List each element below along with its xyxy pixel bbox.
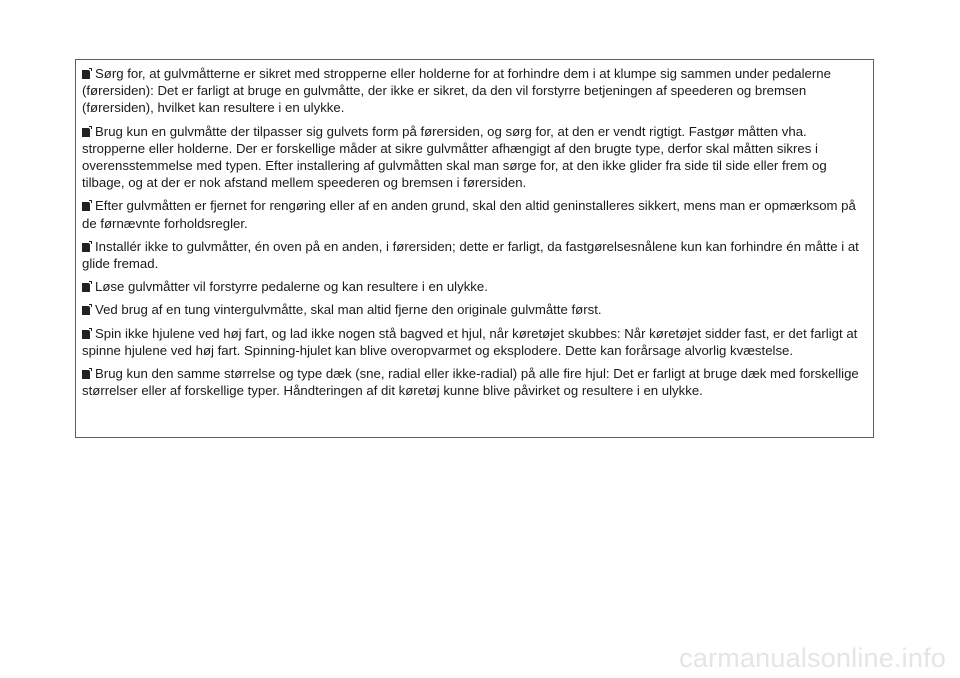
warning-text: Brug kun en gulvmåtte der tilpasser sig gulvets form på førersiden, og sørg for, at den er vendt rigtigt. Fastgør måtten vha. stropperne eller holderne. Der er forskellige måder at sikre gulvmåtter afhængigt af den brugte type, derfor skal måtten sikres i overensstemmelse med typen. Efter installering af gulvmåtten skal man sørge for, at den ikke glider fra side til side eller frem og tilbage, og at der er nok afstand mellem speederen og bremsen i førersiden.: [82, 123, 827, 191]
warning-item: [82, 325, 867, 359]
warning-item: [82, 197, 867, 231]
warning-item: [82, 278, 867, 295]
warning-text: Efter gulvmåtten er fjernet for rengøring eller af en anden grund, skal den altid geninstalleres sikkert, mens man er opmærksom på de førnævnte forholdsregler.: [82, 198, 856, 231]
square-bullet-icon: [82, 306, 90, 315]
warning-text: Sørg for, at gulvmåtterne er sikret med stropperne eller holderne for at forhindre dem i at klumpe sig sammen under pedalerne (førersiden): Det er farligt at bruge en gulvmåtte, der ikke er sikret, da den vil forstyrre betjeningen af speederen og bremsen (førersiden), hvilket kan resultere i en ulykke.: [82, 66, 831, 116]
warning-item: [82, 123, 867, 192]
square-bullet-icon: [82, 243, 90, 252]
square-bullet-icon: [82, 370, 90, 379]
watermark: carmanualsonline.info: [679, 643, 946, 673]
warning-text: Løse gulvmåtter vil forstyrre pedalerne og kan resultere i en ulykke.: [95, 279, 488, 295]
warning-item: [82, 301, 867, 318]
warning-text: Brug kun den samme størrelse og type dæk (sne, radial eller ikke-radial) på alle fire hjul: Det er farligt at bruge dæk med forskellige størrelser eller af forskellige typer. Håndteringen af dit køretøj kunne blive påvirket og resultere i en ulykke.: [82, 366, 859, 399]
square-bullet-icon: [82, 128, 90, 137]
warning-text: Ved brug af en tung vintergulvmåtte, skal man altid fjerne den originale gulvmåtte først.: [95, 302, 602, 318]
warning-text: Spin ikke hjulene ved høj fart, og lad ikke nogen stå bagved et hjul, når køretøjet skubbes: Når køretøjet sidder fast, er det farligt at spinne hjulene ved høj fart. Spinning-hjulet kan blive overopvarmet og eksplodere. Dette kan forårsage alvorlig kvæstelse.: [82, 325, 858, 358]
warning-item: [82, 65, 867, 117]
warning-box: [75, 59, 874, 438]
square-bullet-icon: [82, 330, 90, 339]
warning-text: Installér ikke to gulvmåtter, én oven på en anden, i førersiden; dette er farligt, da fastgørelsesnålene kun kan forhindre én måtte i at glide fremad.: [82, 238, 859, 272]
square-bullet-icon: [82, 283, 90, 292]
warning-item: [82, 365, 867, 399]
square-bullet-icon: [82, 202, 90, 211]
warning-item: [82, 238, 867, 272]
square-bullet-icon: [82, 70, 90, 79]
